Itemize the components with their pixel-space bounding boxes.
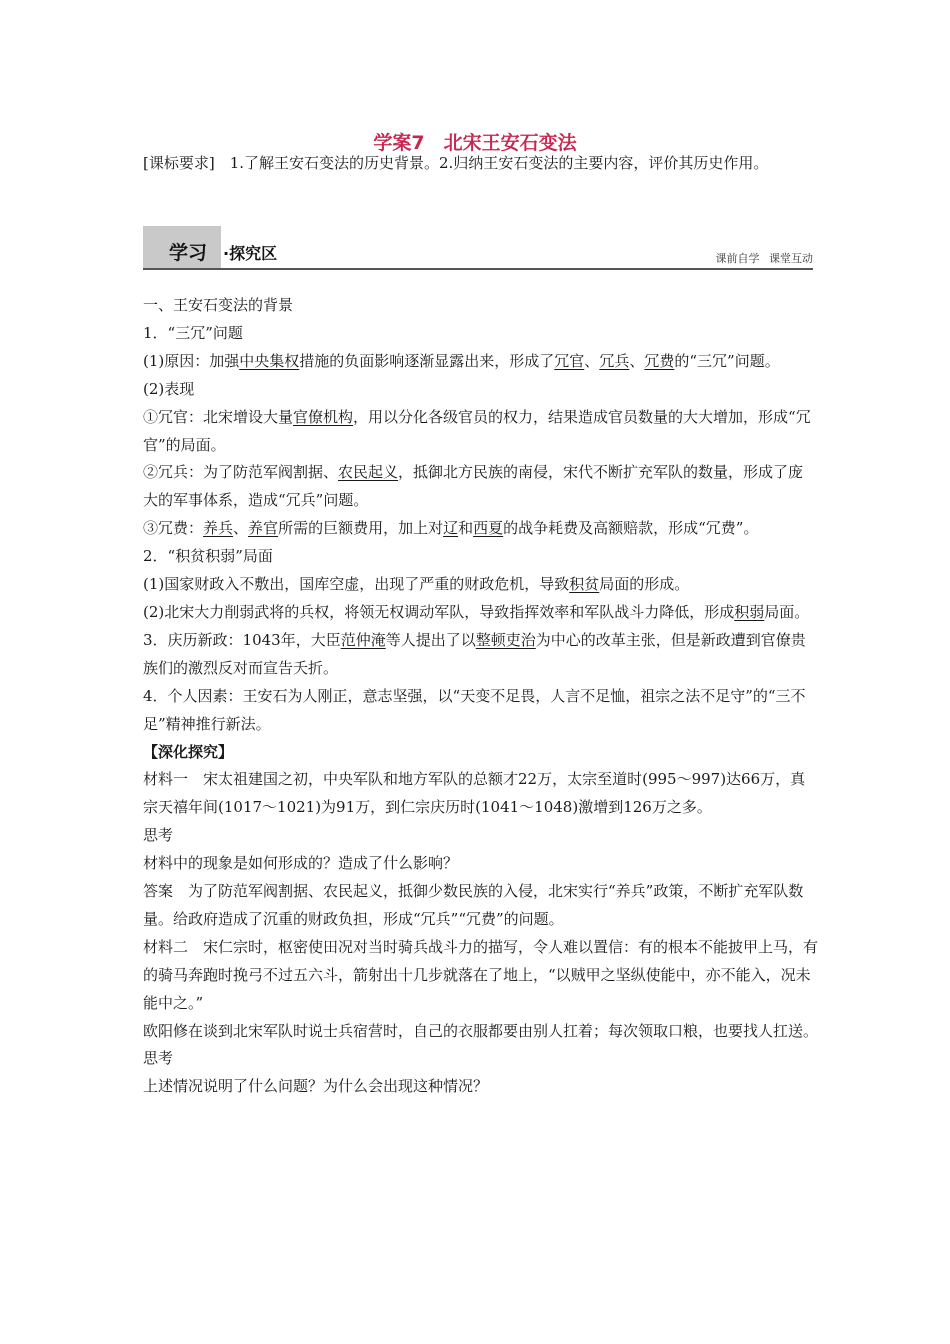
point-1-title: 1．“三冗”问题: [143, 323, 243, 342]
page-title: 学案7 北宋王安石变法: [373, 132, 577, 154]
section-heading: 一、王安石变法的背景: [143, 296, 294, 314]
section-banner: [143, 226, 813, 270]
point-2-a: [143, 571, 818, 599]
text: ，抵御北方民族的南侵，宋代不断扩充军队的数量，形成了庞大的军事体系，造成“冗兵”问题。: [143, 463, 804, 510]
text: (1)原因：加强: [143, 351, 240, 370]
text: ②冗兵：为了防范军阀割据、: [143, 463, 339, 482]
main-content: [143, 292, 818, 1101]
answer-1: 答案 为了防范军阀割据、农民起义，抵御少数民族的入侵，北宋实行“养兵”政策，不断扩充军队数量。给政府造成了沉重的财政负担，形成“冗兵”“冗费”的问题。: [143, 882, 804, 928]
point-1-a: [143, 404, 818, 460]
text: 为中心的改革主张，但是新政遭到官僚贵族们的激烈反对而宣告夭折。: [143, 630, 806, 677]
text: 局面的形成。: [599, 575, 690, 594]
text: 、: [233, 519, 249, 538]
text: 的战争耗费及高额赔款，形成“冗费”。: [503, 519, 759, 538]
underlined-term: 冗兵: [599, 351, 630, 370]
point-1-c: [143, 515, 818, 543]
text: 等人提出了以: [385, 630, 476, 649]
underlined-term: 积贫: [569, 575, 600, 594]
underlined-term: 积弱: [734, 602, 765, 621]
text: ①冗官：北宋增设大量: [143, 407, 294, 426]
underlined-term: 中央集权: [239, 351, 300, 370]
point-1-b: [143, 459, 818, 515]
text: 3．庆历新政：1043年，大臣: [143, 630, 341, 649]
underlined-term: 农民起义: [338, 463, 399, 482]
underlined-term: 冗费: [644, 351, 675, 370]
underlined-term: 西夏: [473, 519, 504, 538]
point-4: 4．个人因素：王安石为人刚正，意志坚强，以“天变不足畏，人言不足恤，祖宗之法不足守”的“三不足”精神推行新法。: [143, 686, 806, 733]
think-label-2: 思考: [143, 1049, 174, 1068]
text: 、: [584, 351, 600, 370]
text: 、: [629, 351, 645, 370]
underlined-term: 官僚机构: [293, 407, 354, 426]
material-2: 材料二 宋仁宗时，枢密使田况对当时骑兵战斗力的描写，令人难以置信：有的根本不能披甲上马，有的骑马奔跑时挽弓不过五六斗，箭射出十几步就落在了地上，“以贼甲之坚纵使能中，亦不能入，况未能中之。”: [143, 937, 819, 1012]
text: 和: [458, 519, 474, 538]
text: 的“三冗”问题。: [674, 351, 780, 370]
underlined-term: 范仲淹: [340, 630, 386, 649]
text: 措施的负面影响逐渐显露出来，形成了: [299, 351, 555, 370]
text: 局面。: [764, 602, 810, 621]
material-2-extra: 欧阳修在谈到北宋军队时说士兵宿营时，自己的衣服都要由别人扛着；每次领取口粮，也要找人扛送。: [143, 1021, 819, 1040]
curriculum-requirements: [课标要求] 1.了解王安石变法的历史背景。2.归纳王安石变法的主要内容，评价其历史作用。: [143, 154, 769, 172]
underlined-term: 辽: [443, 519, 459, 538]
point-1-show: (2)表现: [143, 379, 195, 398]
point-2-b: [143, 599, 818, 627]
point-2-title: 2．“积贫积弱”局面: [143, 547, 273, 566]
text: (2)北宋大力削弱武将的兵权，将领无权调动军队，导致指挥效率和军队战斗力降低，形成: [143, 602, 735, 621]
underlined-term: 养兵: [203, 519, 234, 538]
banner-main-label: 学习: [169, 242, 208, 264]
point-3: [143, 627, 818, 683]
underlined-term: 冗官: [554, 351, 585, 370]
point-1-cause: [143, 348, 818, 376]
banner-right-label: 课前自学 课堂互动: [715, 252, 813, 265]
explore-heading: 【深化探究】: [143, 742, 234, 761]
underlined-term: 养官: [248, 519, 279, 538]
text: 所需的巨额费用，加上对: [278, 519, 444, 538]
question-1: 材料中的现象是如何形成的？造成了什么影响？: [143, 854, 459, 873]
text: ，用以分化各级官员的权力，结果造成官员数量的大大增加，形成“冗官”的局面。: [143, 407, 811, 454]
banner-divider: [143, 268, 813, 270]
question-2: 上述情况说明了什么问题？为什么会出现这种情况？: [143, 1077, 489, 1096]
underlined-term: 整顿吏治: [475, 630, 536, 649]
text: (1)国家财政入不敷出，国库空虚，出现了严重的财政危机，导致: [143, 575, 570, 594]
think-label-1: 思考: [143, 826, 174, 845]
banner-sub-label: ·探究区: [223, 244, 278, 263]
material-1: 材料一 宋太祖建国之初，中央军队和地方军队的总额才22万，太宗至道时(995～997)达66万，真宗天禧年间(1017～1021)为91万，到仁宗庆历时(1041～1048)激增到126万之多。: [143, 770, 806, 817]
text: ③冗费：: [143, 519, 204, 538]
